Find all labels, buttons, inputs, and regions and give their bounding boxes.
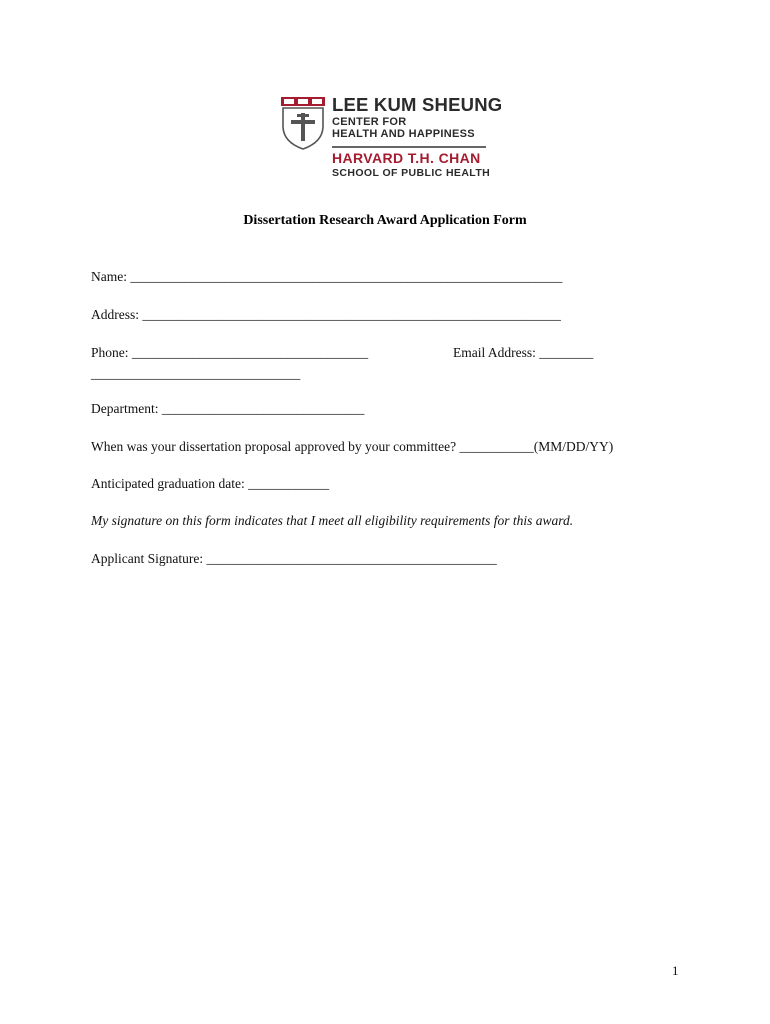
logo-line-health-happiness: HEALTH AND HAPPINESS xyxy=(332,128,475,140)
form-title: Dissertation Research Award Application Form xyxy=(243,213,527,228)
logo-divider xyxy=(332,146,486,148)
name-field[interactable]: Name: ________________________________________________________________ xyxy=(91,269,563,284)
page-number: 1 xyxy=(672,963,679,978)
approval-date-field[interactable]: When was your dissertation proposal approved by your committee? ___________(MM/DD/YY) xyxy=(91,439,614,454)
logo-line-harvard: HARVARD T.H. CHAN xyxy=(332,150,481,166)
logo-line-center-for: CENTER FOR xyxy=(332,116,407,128)
logo-line-center-name: LEE KUM SHEUNG xyxy=(332,94,503,115)
eligibility-statement: My signature on this form indicates that I meet all eligibility requirements for this award. xyxy=(91,513,574,528)
email-field[interactable]: Email Address: ________ xyxy=(453,345,594,360)
department-field[interactable]: Department: ______________________________ xyxy=(91,401,365,416)
signature-field[interactable]: Applicant Signature: ___________________________________________ xyxy=(91,551,497,566)
email-field-continuation[interactable]: _______________________________ xyxy=(91,366,301,381)
harvard-shield-icon xyxy=(280,96,326,150)
graduation-date-field[interactable]: Anticipated graduation date: ____________ xyxy=(91,476,330,491)
logo-line-school: SCHOOL OF PUBLIC HEALTH xyxy=(332,167,491,179)
phone-field[interactable]: Phone: ___________________________________ xyxy=(91,345,369,360)
address-field[interactable]: Address: ______________________________________________________________ xyxy=(91,307,561,322)
center-logo xyxy=(280,94,503,186)
